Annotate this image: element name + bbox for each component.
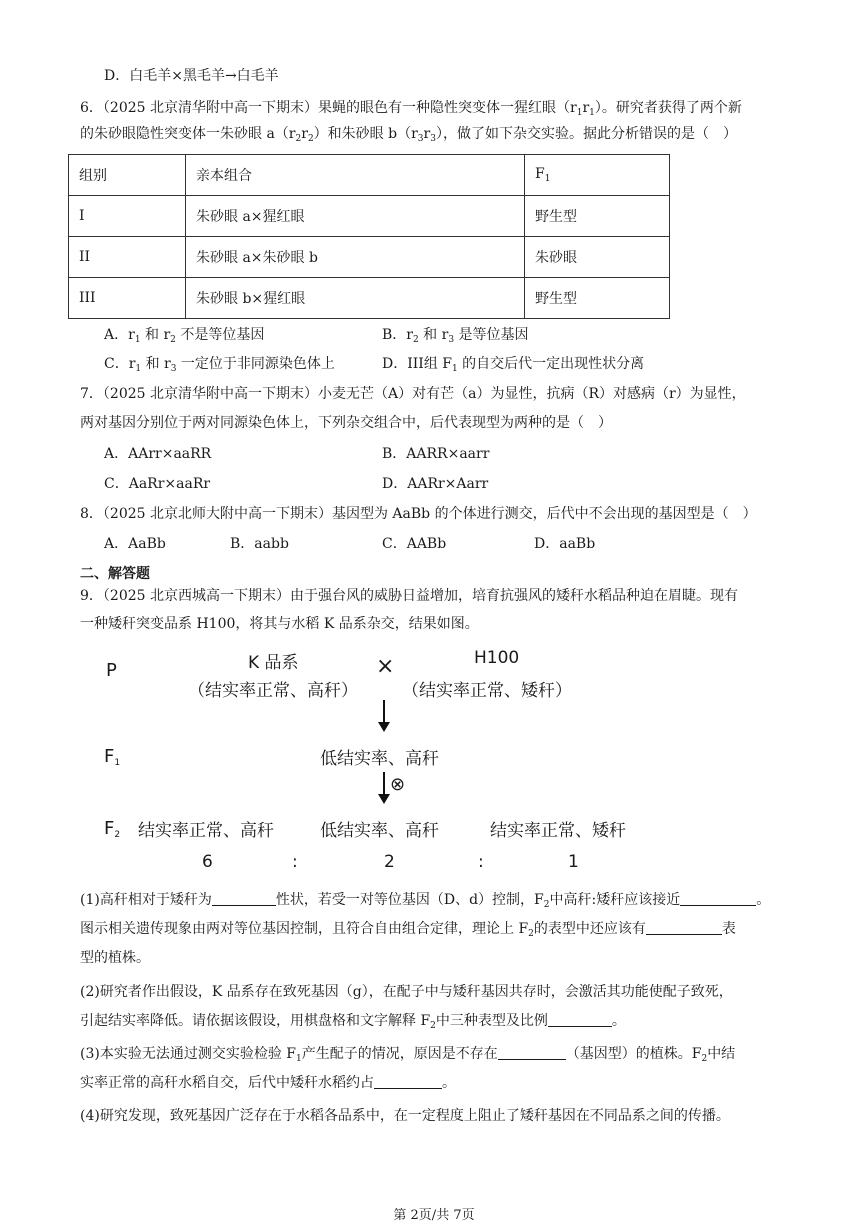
- answer-blank[interactable]: [498, 1045, 566, 1060]
- f1-label: $F_1$: [104, 746, 121, 768]
- table-header-cell: 组别: [69, 155, 186, 196]
- table-cell: 野生型: [525, 196, 670, 237]
- ratio-value-2: 2: [384, 852, 395, 872]
- table-cell: I: [69, 196, 186, 237]
- q9-part3-line2: 实率正常的高秆水稻自交，后代中矮秆水稻约占 。: [80, 1075, 456, 1091]
- f2-phenotype-2: 低结实率、高秆: [320, 821, 439, 841]
- q7-text-line2: 两对基因分别位于两对同源染色体上，下列杂交组合中，后代表现型为两种的是（ ）: [80, 415, 612, 431]
- answer-blank[interactable]: [548, 1012, 612, 1027]
- q9-part1-line2: 图示相关遗传现象由两对等位基因控制，且符合自由组合定律，理论上 $F_2$的表型中还应该有 表: [80, 921, 736, 939]
- f2-label: $F_2$: [104, 818, 121, 840]
- q7-option-b: B．AARR×aarr: [382, 446, 490, 462]
- arrow-down-icon: [383, 700, 385, 722]
- q8-option-c: C．AABb: [382, 536, 447, 552]
- table-cell: III: [69, 278, 186, 319]
- table-cell: 朱砂眼 a×猩红眼: [186, 196, 525, 237]
- k-line-trait: （结实率正常、高秆）: [188, 681, 358, 701]
- q6-text-line2: 的朱砂眼隐性突变体一朱砂眼 $a(r_2r_2)$和朱砂眼 $b(r_3r_3)$，做了如下杂交实验。据此分析错误的是（ ）: [80, 126, 737, 144]
- arrowhead-icon: [378, 722, 390, 732]
- answer-blank[interactable]: [646, 920, 722, 935]
- q7-option-c: C．AaRr×aaRr: [104, 476, 211, 492]
- table-header-row: [69, 155, 670, 196]
- q8-text: 8．（2025 北京北师大附中高一下期末）基因型为 AaBb 的个体进行测交，后代中不会出现的基因型是（ ）: [80, 506, 757, 522]
- q6-option-c: C．$r_1$ 和 $r_3$ 一定位于非同源染色体上: [104, 356, 335, 374]
- ratio-value-3: 1: [568, 852, 579, 872]
- q8-option-b: B．aabb: [230, 536, 289, 552]
- q8-option-d: D．aaBb: [534, 536, 596, 552]
- q9-text-line1: 9．（2025 北京西城高一下期末）由于强台风的威胁日益增加，培育抗强风的矮秆水稻品种迫在眉睫。现有: [80, 588, 738, 604]
- q6-table: [68, 154, 670, 319]
- ratio-colon: :: [292, 852, 298, 872]
- table-cell: 朱砂眼 b×猩红眼: [186, 278, 525, 319]
- arrowhead-icon: [378, 794, 390, 804]
- arrow-down-icon: [383, 772, 385, 794]
- p-generation-label: P: [106, 660, 117, 681]
- q7-option-d: D．AARr×Aarr: [382, 476, 489, 492]
- q9-part2-line2: 引起结实率降低。请依据该假设，用棋盘格和文字解释 $F_2$中三种表型及比例 。: [80, 1013, 626, 1031]
- q9-part4: (4)研究发现，致死基因广泛存在于水稻各品系中，在一定程度上阻止了矮秆基因在不同品系之间的传播。: [80, 1108, 730, 1124]
- self-cross-icon: ⊗: [390, 774, 406, 795]
- ratio-value-1: 6: [202, 852, 213, 872]
- q5-option-d: D．白毛羊×黑毛羊→白毛羊: [104, 68, 279, 84]
- q9-part3-line1: (3)本实验无法通过测交实验检验 $F_1$产生配子的情况，原因是不存在 （基因型）的植株。$F_2$中结: [80, 1046, 736, 1064]
- table-cell: 朱砂眼 a×朱砂眼 b: [186, 237, 525, 278]
- q8-option-a: A．AaBb: [104, 536, 166, 552]
- q6-text-line1: 6．（2025 北京清华附中高一下期末）果蝇的眼色有一种隐性突变体一猩红眼$(r_1r_1)$。研究者获得了两个新: [80, 100, 742, 118]
- k-line-name: K 品系: [248, 653, 299, 673]
- table-cell: 野生型: [525, 278, 670, 319]
- answer-blank[interactable]: [212, 891, 276, 906]
- q6-option-b: B．$r_2$ 和 $r_3$ 是等位基因: [382, 327, 529, 345]
- q6-option-a: A．$r_1$ 和 $r_2$ 不是等位基因: [104, 327, 265, 345]
- f1-trait: 低结实率、高秆: [320, 749, 439, 769]
- table-cell: 朱砂眼: [525, 237, 670, 278]
- table-row: [69, 237, 670, 278]
- table-header-cell: 亲本组合: [186, 155, 525, 196]
- f2-phenotype-1: 结实率正常、高秆: [138, 821, 274, 841]
- h100-name: H100: [474, 648, 520, 668]
- table-row: [69, 278, 670, 319]
- q7-text-line1: 7．（2025 北京清华附中高一下期末）小麦无芒（A）对有芒（a）为显性，抗病（R）对感病（r）为显性，: [80, 386, 746, 402]
- q9-part1-line1: (1)高秆相对于矮秆为 性状，若受一对等位基因（D、d）控制，$F_2$中高秆:矮秆应该接近 。: [80, 892, 771, 910]
- cross-diagram: [0, 640, 868, 880]
- table-row: [69, 196, 670, 237]
- q6-option-d: D．III组 $F_1$ 的自交后代一定出现性状分离: [382, 356, 645, 374]
- q7-option-a: A．AArr×aaRR: [104, 446, 212, 462]
- q9-part2-line1: (2)研究者作出假设，K 品系存在致死基因（g），在配子中与矮秆基因共存时，会激活其功能使配子致死，: [80, 984, 733, 1000]
- section-title: 二、解答题: [80, 566, 150, 582]
- q9-part1-line3: 型的植株。: [80, 950, 150, 966]
- ratio-colon: :: [478, 852, 484, 872]
- page-number: 第 2页/共 7页: [393, 1208, 475, 1223]
- table-cell: II: [69, 237, 186, 278]
- q9-text-line2: 一种矮秆突变品系 H100，将其与水稻 K 品系杂交，结果如图。: [80, 616, 479, 632]
- h100-trait: （结实率正常、矮秆）: [402, 681, 572, 701]
- answer-blank[interactable]: [680, 891, 756, 906]
- table-header-cell: $F_1$: [525, 155, 670, 196]
- f2-phenotype-3: 结实率正常、矮秆: [490, 821, 626, 841]
- cross-symbol: ×: [376, 654, 395, 679]
- answer-blank[interactable]: [374, 1074, 442, 1089]
